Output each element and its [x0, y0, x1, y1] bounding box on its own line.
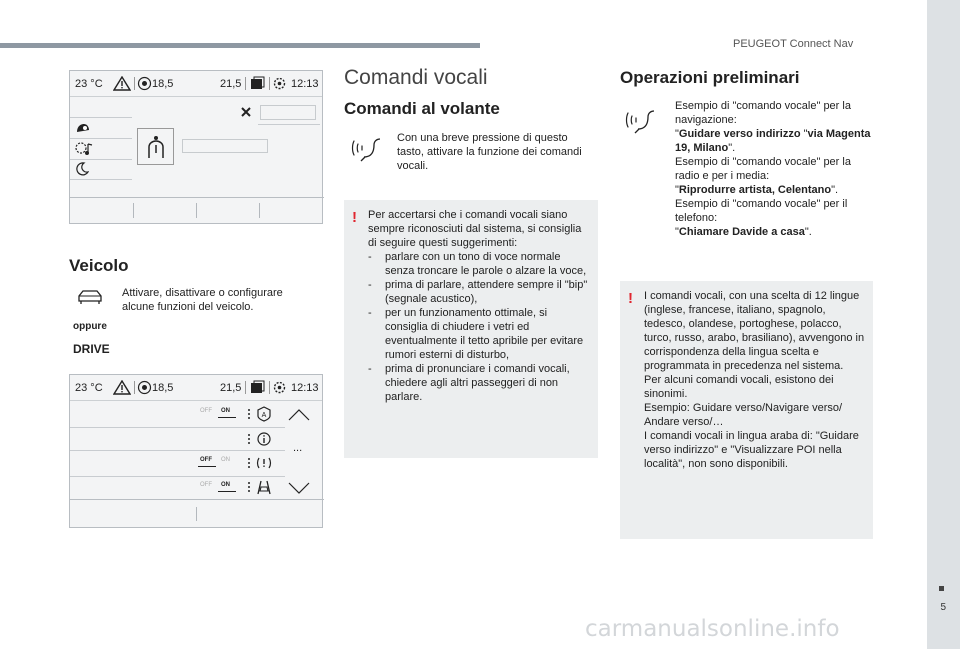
- toggle-underline: [218, 417, 236, 418]
- night-mode-icon: [75, 162, 89, 176]
- toggle-on-label: ON: [221, 408, 230, 414]
- veicolo-heading: Veicolo: [69, 256, 129, 275]
- nav-example-intro: Esempio di "comando vocale" per la navigazione:: [675, 100, 851, 126]
- list-item: - per un funzionamento ottimale, si consiglia di chiudere i vetri ed eventualmente il tetto apribile per evitare rumori esterni di disturbo,: [368, 307, 584, 361]
- steering-controls-heading: Comandi al volante: [344, 99, 500, 118]
- more-dots-icon: [247, 457, 251, 469]
- vehicle-car-icon: [76, 288, 104, 306]
- page-number: 5: [940, 602, 946, 613]
- list-item-text: prima di pronunciare i comandi vocali, chiedere agli altri passeggeri di non parlare.: [385, 363, 570, 403]
- list-item: - prima di pronunciare i comandi vocali, chiedere agli altri passeggeri di non parlare.: [368, 363, 570, 403]
- nav-command-part-b: via Magenta 19, Milano: [675, 128, 871, 154]
- voice-tips-notice: [344, 200, 598, 458]
- nav-example-command: "Guidare verso indirizzo "via Magenta 19, Milano".: [675, 128, 871, 154]
- gps-icon: [137, 76, 152, 91]
- gps-icon: [137, 380, 152, 395]
- oppure-label: oppure: [73, 321, 107, 332]
- drive-label: DRIVE: [73, 342, 110, 356]
- notice-body: [644, 289, 868, 471]
- more-indicator: ...: [293, 442, 303, 454]
- toggle-off-label: OFF: [200, 482, 212, 488]
- section-title: Comandi vocali: [344, 66, 488, 89]
- voice-command-icon: [624, 107, 656, 135]
- examples-text: [675, 99, 875, 239]
- warning-icon: [113, 380, 131, 395]
- chevron-down-icon: [288, 482, 310, 494]
- status-bar: [70, 375, 322, 401]
- media-icon: [250, 76, 265, 91]
- more-dots-icon: [247, 408, 251, 420]
- vehicle-screen-illustration: [69, 70, 323, 224]
- list-item: - parlare con un tono di voce normale senza troncare le parole o alzare la voce,: [368, 251, 587, 277]
- list-item-text: prima di parlare, attendere sempre il "bip" (segnale acustico),: [385, 279, 588, 305]
- media-icon: [250, 380, 265, 395]
- list-item-text: parlare con un tono di voce normale senza troncare le parole o alzare la voce,: [385, 251, 587, 277]
- list-item: - prima di parlare, attendere sempre il "bip" (segnale acustico),: [368, 279, 588, 305]
- placeholder-field: [260, 105, 316, 120]
- toggle-off-label: OFF: [200, 457, 212, 463]
- media-example-command: "Riprodurre artista, Celentano".: [675, 184, 839, 196]
- warning-exclamation-icon: !: [352, 209, 357, 226]
- header-title: PEUGEOT Connect Nav: [733, 38, 854, 50]
- alert-icon: [256, 455, 272, 471]
- chevron-up-icon: [288, 409, 310, 421]
- value-right: 21,5: [220, 78, 242, 90]
- voice-command-icon: [350, 135, 382, 163]
- synonyms-example: Esempio: Guidare verso/Navigare verso/ Andare verso/…: [644, 402, 843, 428]
- lane-assist-icon: [256, 479, 272, 495]
- value-left: 18,5: [152, 382, 174, 394]
- notice-intro: Per accertarsi che i comandi vocali siano sempre riconosciuti dal sistema, si consiglia di seguire questi suggerimenti:: [368, 209, 582, 249]
- status-bar: [70, 71, 322, 97]
- toggle-underline: [198, 466, 216, 467]
- more-dots-icon: [247, 481, 251, 493]
- driver-assist-icon: [146, 135, 166, 159]
- phone-example-intro: Esempio di "comando vocale" per il telefono:: [675, 198, 848, 224]
- list-item-text: per un funzionamento ottimale, si consiglia di chiudere i vetri ed eventualmente il tetto apribile per evitare rumori esterni di disturbo,: [385, 307, 584, 361]
- veicolo-description: Attivare, disattivare o configurare alcune funzioni del veicolo.: [122, 287, 283, 313]
- driver-assist-tile: [137, 128, 174, 165]
- media-command: Riprodurre artista, Celentano: [678, 184, 832, 196]
- toggle-on-label: ON: [221, 457, 230, 463]
- steering-intro-text: Con una breve pressione di questo tasto, attivare la funzione dei comandi vocali.: [397, 132, 582, 172]
- close-icon: [240, 106, 252, 118]
- nav-command-part-a: Guidare verso indirizzo: [678, 128, 801, 140]
- languages-notice: [620, 281, 873, 539]
- clock: 12:13: [291, 382, 319, 394]
- value-left: 18,5: [152, 78, 174, 90]
- header-rule: [0, 43, 480, 48]
- settings-icon: [272, 76, 287, 91]
- temperature-left: 23 °C: [75, 382, 103, 394]
- toggle-off-label: OFF: [200, 408, 212, 414]
- phone-command: Chiamare Davide a casa: [678, 226, 805, 238]
- preliminary-operations-heading: Operazioni preliminari: [620, 68, 800, 87]
- toggle-on-label: ON: [221, 482, 230, 488]
- continue-marker: [939, 586, 944, 591]
- temperature-left: 23 °C: [75, 78, 103, 90]
- warning-icon: [113, 76, 131, 91]
- more-dots-icon: [247, 433, 251, 445]
- info-icon: [257, 432, 271, 446]
- side-margin-strip: [927, 0, 960, 649]
- warning-exclamation-icon: !: [628, 290, 633, 307]
- clock: 12:13: [291, 78, 319, 90]
- vehicle-settings-icon: [75, 121, 91, 135]
- notice-body: [368, 208, 590, 404]
- toggle-underline: [218, 491, 236, 492]
- auto-lights-icon: [256, 405, 272, 423]
- arabic-paragraph: I comandi vocali in lingua araba di: "Guidare verso indirizzo" e "Visualizzare POI nella località", non sono disponibili.: [644, 430, 859, 470]
- light-settings-icon: [74, 141, 94, 157]
- driving-aids-screen-illustration: [69, 374, 323, 528]
- languages-paragraph: I comandi vocali, con una scelta di 12 lingue (inglese, francese, italiano, spagnolo, tedesco, olandese, portoghese, polacco, turco, russo, arabo, brasiliano), avvengono in corrispondenza della lingua scelta e programmata in precedenza nel sistema.: [644, 290, 865, 372]
- placeholder-field: [182, 139, 268, 153]
- settings-icon: [272, 380, 287, 395]
- synonyms-paragraph: Per alcuni comandi vocali, esistono dei sinonimi.: [644, 374, 834, 400]
- value-right: 21,5: [220, 382, 242, 394]
- svg-text:A: A: [261, 412, 267, 419]
- media-example-intro: Esempio di "comando vocale" per la radio e per i media:: [675, 156, 851, 182]
- watermark: carmanualsonline.info: [585, 616, 840, 642]
- phone-example-command: "Chiamare Davide a casa".: [675, 226, 812, 238]
